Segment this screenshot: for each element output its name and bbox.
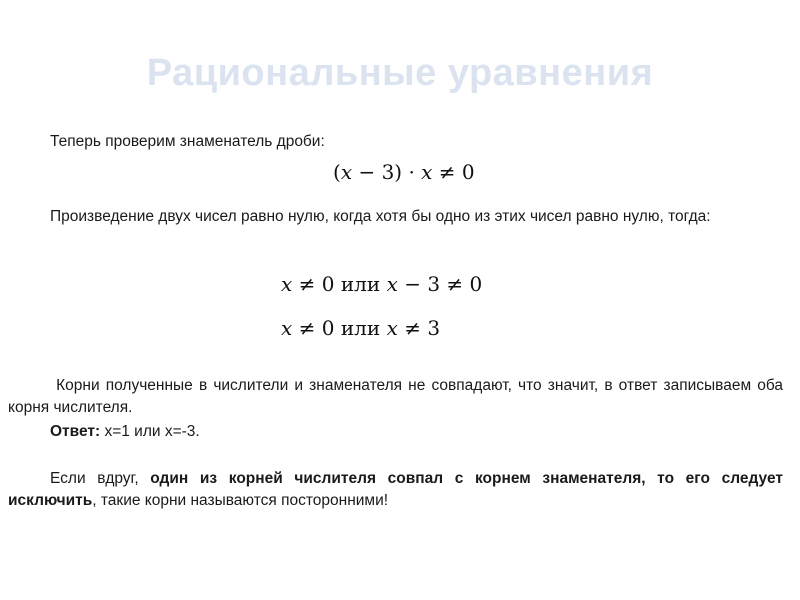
roots-text: Корни полученные в числители и знаменателя не совпадают, что значит, в ответ записываем оба корня числителя.: [8, 377, 783, 416]
slide-title: Рациональные уравнения: [146, 52, 654, 94]
answer-paragraph: [8, 421, 783, 443]
formula-denominator: [333, 160, 475, 184]
formula2-var: x: [386, 272, 398, 296]
note-suffix: , такие корни называются посторонними!: [92, 492, 389, 509]
answer-label: Ответ:: [50, 423, 101, 440]
product-paragraph: [8, 206, 783, 228]
formula3-part: ≠ 3: [397, 316, 441, 340]
note-bold: один из корней числителя совпал с корнем знаменателя, то его следует исключить: [8, 470, 783, 509]
answer-value: x=1 или x=-3.: [100, 423, 200, 440]
formula-condition-1: [281, 272, 482, 296]
formula2-var: x: [281, 272, 293, 296]
intro-text: Теперь проверим знаменатель дроби:: [50, 133, 325, 150]
formula3-var: x: [281, 316, 293, 340]
formula1-var: x: [421, 160, 433, 184]
formula2-part: ≠ 0 или: [292, 272, 387, 296]
intro-paragraph: [8, 131, 783, 153]
formula1-part: ≠ 0: [432, 160, 475, 184]
formula-condition-2: [281, 316, 440, 340]
roots-paragraph: [8, 375, 783, 419]
formula3-var: x: [386, 316, 398, 340]
product-text: Произведение двух чисел равно нулю, когда хотя бы одно из этих чисел равно нулю, тогда:: [50, 208, 711, 225]
formula1-part: (: [333, 160, 341, 184]
formula1-part: − 3) ·: [352, 160, 422, 184]
formula3-part: ≠ 0 или: [292, 316, 387, 340]
note-prefix: Если вдруг,: [50, 470, 151, 487]
formula1-var: x: [340, 160, 353, 184]
formula2-part: − 3 ≠ 0: [397, 272, 483, 296]
note-paragraph: [8, 468, 783, 512]
